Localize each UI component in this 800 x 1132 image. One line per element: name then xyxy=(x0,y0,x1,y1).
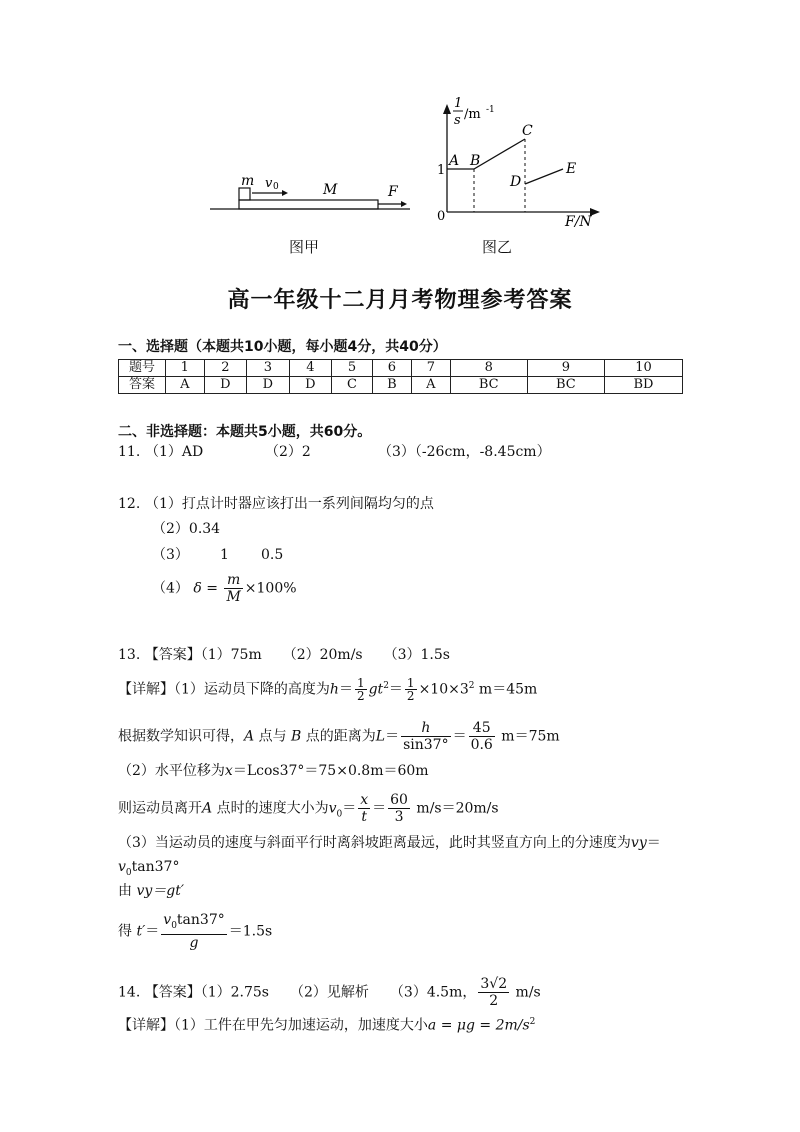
q13-detail-tag: 【详解】 xyxy=(118,681,174,698)
q13-l6-tail: tan37° xyxy=(131,859,180,875)
label-F: F xyxy=(388,184,398,200)
frac-num: 3√2 xyxy=(480,976,508,992)
q13-l1-end: m＝45m xyxy=(474,681,538,698)
q13-l3-tail: ＝Lcos37°＝75×0.8m＝60m xyxy=(232,763,429,779)
q13-l2-B: B xyxy=(291,728,302,745)
frac-den: 0.6 xyxy=(470,737,493,753)
q12-part1: （1）打点计时器应该打出一系列间隔均匀的点 xyxy=(145,496,434,512)
q13-l2-eq2: ＝ xyxy=(452,728,467,745)
q14-answer-line xyxy=(118,976,541,1009)
frac-den: 3 xyxy=(394,809,404,825)
q13-l2-frac1 xyxy=(401,720,451,753)
q13-l1-gt: gt xyxy=(368,681,384,698)
q13-l5-eq: ＝ xyxy=(646,835,661,851)
q12-delta: δ = xyxy=(193,580,218,597)
q12-part2: （2）0.34 xyxy=(152,521,221,537)
section2-heading: 二、非选择题：本题共5小题，共60分。 xyxy=(118,424,372,440)
q13-l1-tail: ×10×3 xyxy=(418,681,469,698)
point-A: A xyxy=(449,153,460,169)
q12-number: 12. xyxy=(118,496,141,512)
q14-answer-tag: 【答案】 xyxy=(144,984,201,1001)
frac-den: g xyxy=(189,934,199,951)
q13-l8-end: ＝1.5s xyxy=(228,923,273,940)
q13-l4-mid: 点时的速度大小为 xyxy=(212,800,329,817)
frac-num: 1 xyxy=(406,676,415,691)
q13-l1-eq2: ＝ xyxy=(388,681,403,698)
q14-frac xyxy=(478,976,509,1009)
table-cell: 6 xyxy=(372,360,411,377)
q13-detail-line4: 则运动员离开A 点时的速度大小为$v_0=$ $\frac{x}{t}$ ＝ $\frac{60}{3}$ m/s＝20m/s xyxy=(118,792,499,825)
q12-part4 xyxy=(152,572,297,605)
q13-l4-end: m/s＝20m/s xyxy=(411,800,499,817)
q13-answer-tag: 【答案】 xyxy=(144,647,201,663)
x-axis-label: F/N xyxy=(565,214,592,230)
table-cell: 9 xyxy=(527,360,604,377)
q13-l8-frac xyxy=(161,912,226,951)
q14-d1-eq: a = μg = 2m/s xyxy=(427,1017,530,1034)
q13-detail-line2 xyxy=(118,720,560,753)
q13-l5-text: （3）当运动员的速度与斜面平行时离斜坡距离最远，此时其竖直方向上的分速度为 xyxy=(118,835,631,851)
frac-num: 60 xyxy=(390,792,408,808)
q13-l4-frac2 xyxy=(388,792,410,825)
q14-part2: （2）见解析 xyxy=(296,984,369,1001)
q11-part2: （2）2 xyxy=(265,444,311,460)
table-cell: D xyxy=(289,377,332,394)
q13-l6-v: v xyxy=(118,859,126,875)
q13-l2-frac2 xyxy=(469,720,495,753)
q11-part3: （3）（-26cm，-8.45cm） xyxy=(378,444,551,460)
table-header-cell: 题号 xyxy=(119,360,166,377)
q14-part3: （3）4.5m， xyxy=(396,984,477,1001)
q13-l8-num: tan37° xyxy=(176,912,225,928)
q11-part1: （1）AD xyxy=(145,444,204,460)
table-header-cell: 答案 xyxy=(119,377,166,394)
q13-answer-line xyxy=(118,645,450,665)
long-board-M xyxy=(239,200,378,209)
label-M: M xyxy=(323,182,338,198)
q13-l8-pre: 得 xyxy=(118,923,137,940)
q13-l1-frac1 xyxy=(355,677,367,702)
origin-0: 0 xyxy=(437,209,446,224)
page-title: 高一年级十二月月考物理参考答案 xyxy=(227,288,573,313)
frac-num: 45 xyxy=(469,720,495,737)
q13-l4-text: 则运动员离开 xyxy=(118,800,202,817)
table-cell: A xyxy=(412,377,451,394)
frac-den: t xyxy=(361,809,367,825)
q13-l2-text: 根据数学知识可得， xyxy=(118,728,244,745)
table-cell: 10 xyxy=(604,360,682,377)
point-B: B xyxy=(470,153,481,169)
label-m: m xyxy=(241,173,255,189)
q11-number: 11. xyxy=(118,444,141,460)
q13-l1-eq: ＝ xyxy=(338,681,353,698)
figure-jia xyxy=(210,173,410,209)
q13-l2-mid: 点与 xyxy=(254,728,292,745)
table-cell: B xyxy=(372,377,411,394)
q14-part1: （1）2.75s xyxy=(200,984,269,1001)
caption-yi: 图乙 xyxy=(482,238,513,256)
q13-l8-eq: ＝ xyxy=(145,923,160,940)
y-axis-unit-sup: -1 xyxy=(486,105,495,115)
table-cell: 4 xyxy=(289,360,332,377)
q13-l4-v: v xyxy=(328,800,337,817)
q13-detail-line8 xyxy=(118,912,272,951)
q14-number: 14. xyxy=(118,984,141,1001)
q12-tail: ×100% xyxy=(244,580,297,597)
q13-l4-frac1 xyxy=(358,792,370,825)
table-cell: D xyxy=(247,377,290,394)
q14-unit: m/s xyxy=(511,984,541,1001)
table-cell: 7 xyxy=(412,360,451,377)
y-axis-arrowhead xyxy=(443,104,451,114)
q14-detail-line1: 【详解】（1）工件在甲先匀加速运动，加速度大小$a = \mu g = 2m/s^2$ xyxy=(118,1017,536,1034)
frac-num: 1 xyxy=(356,676,365,691)
q13-l1-frac2 xyxy=(405,677,417,702)
q13-answer-text: （1）75m （2）20m/s （3）1.5s xyxy=(200,647,450,663)
q13-l1-h: h xyxy=(329,681,339,698)
q13-detail-line3 xyxy=(118,761,429,781)
frac-den: 2 xyxy=(356,689,365,704)
point-C: C xyxy=(522,123,533,139)
answer-table xyxy=(118,359,683,394)
frac-num: x xyxy=(360,792,369,808)
section1-heading: 一、选择题（本题共10小题，每小题4分，共40分） xyxy=(118,339,447,355)
table-cell: BC xyxy=(527,377,604,394)
q13-l7-eq: vy＝gt′ xyxy=(136,883,185,899)
y-axis-unit: /m xyxy=(464,107,481,122)
table-cell: 1 xyxy=(166,360,205,377)
figures-svg xyxy=(0,0,800,260)
frac-den: sin37° xyxy=(403,737,449,753)
figure-yi xyxy=(437,96,600,230)
v0-arrowhead xyxy=(282,190,288,196)
q14-d1-text: （1）工件在甲先匀加速运动，加速度大小 xyxy=(174,1017,428,1034)
q13-detail-line1: 【详解】（1）运动员下降的高度为h＝ $\frac{1}{2}$ $gt^2=$ $\frac{1}{2}$ $\times 10\times 3^2$ m＝45m xyxy=(118,676,538,704)
q12-frac-num: m xyxy=(224,572,242,589)
q13-detail-line5 xyxy=(118,833,661,853)
table-cell: C xyxy=(332,377,373,394)
y-axis-num: 1 xyxy=(454,96,463,111)
point-D: D xyxy=(510,174,522,190)
table-cell: 3 xyxy=(247,360,290,377)
q13-l2-A: A xyxy=(244,728,255,745)
small-block-m xyxy=(239,188,250,200)
q13-l7-pre: 由 xyxy=(118,883,137,899)
q13-l8-t: t′ xyxy=(136,923,146,940)
q12-part3-label: （3） xyxy=(152,547,189,563)
q13-l2-eq: ＝ xyxy=(385,728,400,745)
table-cell: 2 xyxy=(204,360,247,377)
q12-fraction xyxy=(224,572,242,605)
q13-l2-end: m＝75m xyxy=(496,728,560,745)
table-cell: BD xyxy=(604,377,682,394)
q13-l4-eq2: ＝ xyxy=(372,800,387,817)
graph-segment-de xyxy=(525,169,563,184)
q13-l5-vy: vy xyxy=(630,835,647,851)
tick-1: 1 xyxy=(437,163,446,178)
q13-l4-A: A xyxy=(202,800,213,817)
table-cell: A xyxy=(166,377,205,394)
frac-num: $v_0\tan 37^\circ$ xyxy=(161,912,226,935)
q12-frac-den: M xyxy=(226,589,241,605)
table-cell: 8 xyxy=(450,360,527,377)
q13-l1-text: （1）运动员下降的高度为 xyxy=(174,681,330,698)
q13-l4-eq: ＝ xyxy=(342,800,357,817)
force-arrowhead xyxy=(401,201,407,207)
q13-l2-mid2: 点的距离为 xyxy=(301,728,376,745)
q12-part4-label: （4） xyxy=(152,580,189,597)
frac-den: 2 xyxy=(406,689,415,704)
caption-jia: 图甲 xyxy=(289,238,320,256)
point-E: E xyxy=(566,161,577,177)
q13-l2-L: L xyxy=(375,728,386,745)
table-cell: BC xyxy=(450,377,527,394)
label-v0-sub: 0 xyxy=(273,182,279,192)
table-row-numbers xyxy=(119,360,683,377)
q12-part3-b: 0.5 xyxy=(261,547,284,563)
y-axis-den: s xyxy=(454,113,461,128)
table-cell: 5 xyxy=(332,360,373,377)
q13-l3-x: x xyxy=(224,763,233,779)
table-row-answers xyxy=(119,377,683,394)
q13-detail-line7 xyxy=(118,881,184,901)
q14-detail-tag: 【详解】 xyxy=(118,1017,174,1034)
table-cell: D xyxy=(204,377,247,394)
frac-num: h xyxy=(401,720,451,737)
q12-part3-a: 1 xyxy=(220,547,229,563)
frac-den: 2 xyxy=(489,993,499,1009)
q13-detail-line6: $v_0\tan 37^\circ$ xyxy=(118,859,180,878)
q13-number: 13. xyxy=(118,647,141,663)
q13-l3-text: （2）水平位移为 xyxy=(118,763,225,779)
label-v0: v xyxy=(265,176,273,191)
